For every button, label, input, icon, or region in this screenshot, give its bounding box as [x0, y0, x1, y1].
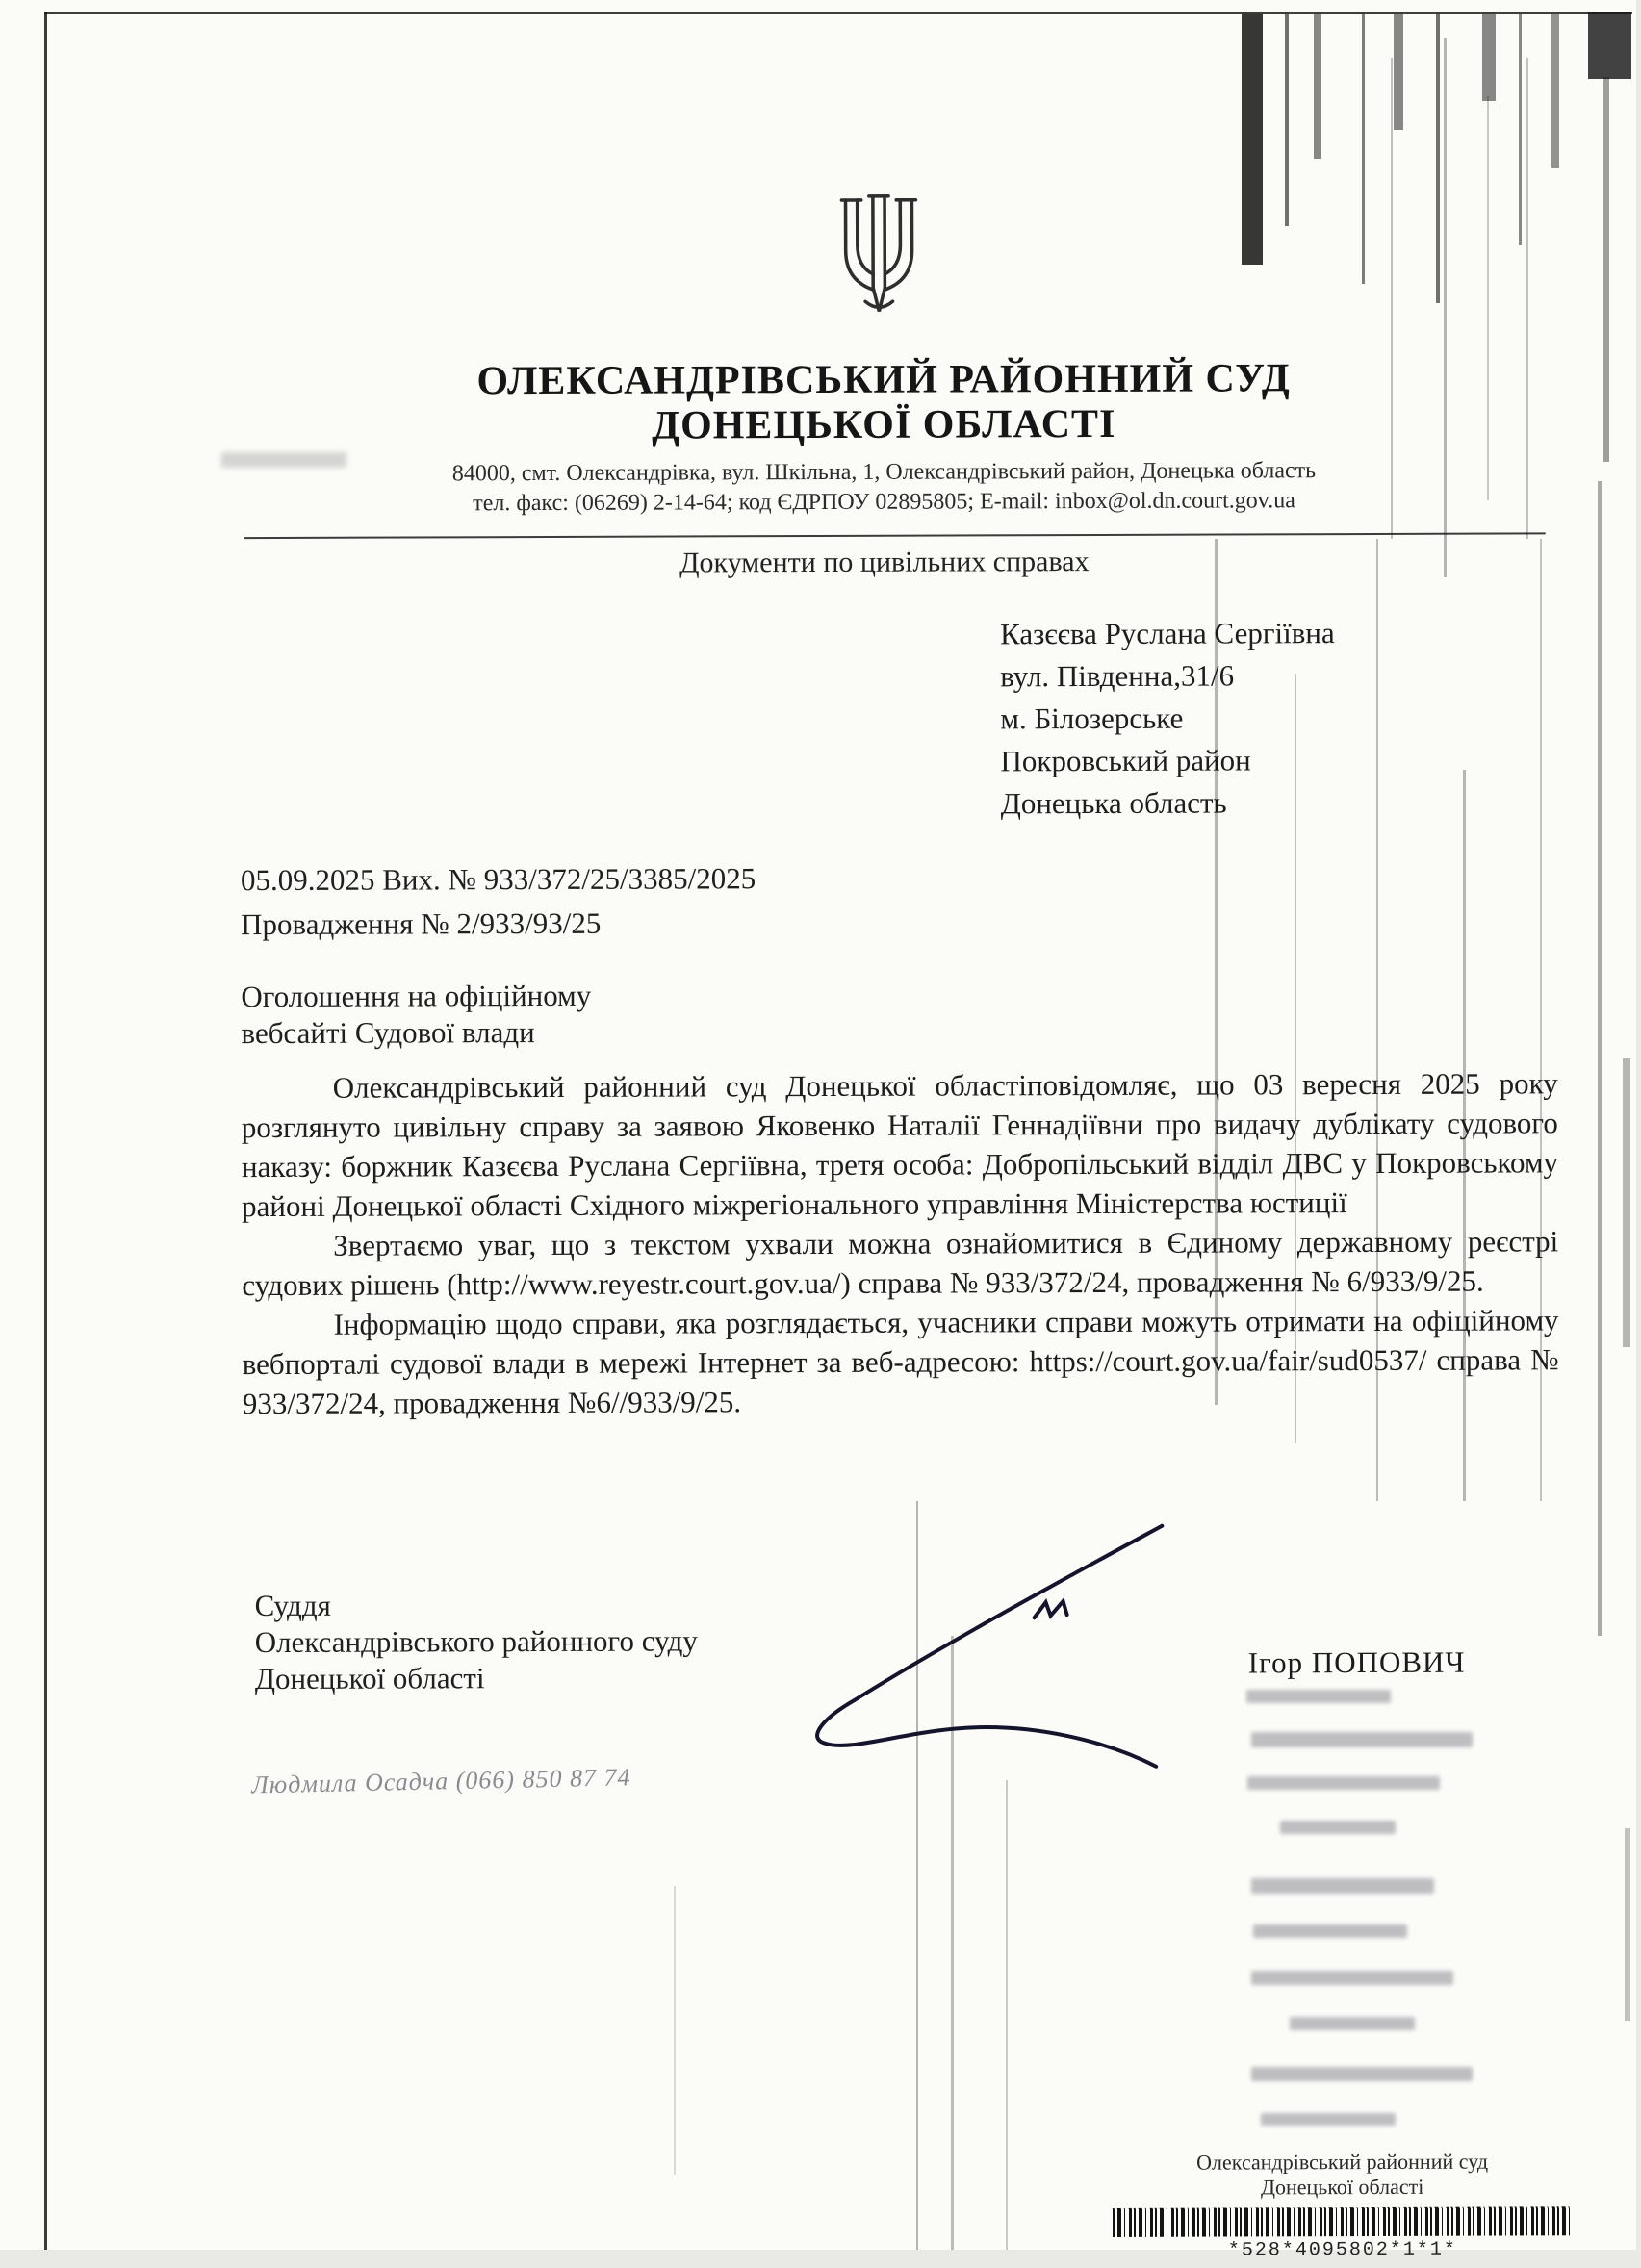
ghost-text-artifact — [1246, 1690, 1391, 1703]
ghost-text-artifact — [1290, 2017, 1415, 2030]
subject-line1: Оголошення на офіційному — [241, 978, 592, 1014]
scan-artifact — [1215, 539, 1218, 1405]
court-address-line2: тел. факс: (06269) 2-14-64; код ЄДРПОУ 02895805; E-mail: inbox@ol.dn.court.gov.ua — [473, 488, 1295, 517]
subject-block — [241, 978, 591, 1052]
court-name-line2: ДОНЕЦЬКОЇ ОБЛАСТІ — [652, 401, 1116, 448]
scan-artifact — [1598, 481, 1602, 1636]
scan-artifact — [221, 452, 346, 468]
scan-artifact — [1295, 674, 1296, 1443]
scan-artifact — [1487, 96, 1489, 500]
scan-artifact — [1551, 14, 1559, 168]
footer-court-line1: Олександрівський районний суд — [1196, 2149, 1489, 2175]
ghost-text-artifact — [1251, 1732, 1473, 1747]
scan-artifact — [951, 1636, 954, 2250]
reference-block — [241, 856, 756, 947]
barcode-number: *528*4095802*1*1* — [1227, 2238, 1457, 2262]
scan-artifact — [1526, 58, 1528, 539]
subject-line2: вебсайті Судової влади — [241, 1015, 535, 1051]
recipient-address-line: Покровський район — [1000, 743, 1251, 778]
letter-body — [242, 1063, 1559, 1423]
scan-artifact — [1391, 58, 1393, 539]
ghost-text-artifact — [1251, 1971, 1453, 1985]
court-address-line1: 84000, смт. Олександрівка, вул. Шкільна, 1, Олександрівський район, Донецька область — [451, 458, 1317, 487]
judge-title-line3: Донецької області — [254, 1661, 485, 1696]
proceeding-number: Провадження № 2/933/93/25 — [241, 905, 602, 942]
scan-artifact — [1625, 1828, 1630, 2021]
recipient-address-line: м. Білозерське — [1000, 701, 1184, 736]
scan-artifact — [1463, 770, 1466, 1501]
court-name-line1: ОЛЕКСАНДРІВСЬКИЙ РАЙОННИЙ СУД — [476, 356, 1291, 404]
footer-stamp-block — [1092, 2149, 1593, 2264]
judge-title-block — [254, 1586, 698, 1697]
scan-artifact — [916, 1501, 918, 2250]
scan-artifact — [1242, 14, 1263, 265]
scan-artifact — [1436, 14, 1440, 303]
scan-artifact — [1603, 77, 1609, 462]
ghost-text-artifact — [1280, 1821, 1396, 1834]
scan-artifact — [1314, 14, 1321, 159]
barcode — [1113, 2206, 1573, 2237]
signer-name: Ігор ПОПОВИЧ — [1247, 1644, 1466, 1680]
header-divider — [244, 532, 1546, 539]
scan-artifact — [1444, 38, 1447, 577]
scan-artifact — [1362, 14, 1365, 284]
judge-title-line1: Суддя — [254, 1588, 331, 1623]
ghost-text-artifact — [1251, 1878, 1434, 1894]
document-category: Документи по цивільних справах — [679, 546, 1090, 579]
body-paragraph-3: Інформацію щодо справи, яка розглядається, учасники справи можуть отримати на офіційному вебпорталі судової влади в мережі Інтернет за веб-адресою: https://court.gov.ua/fair/sud0537/ справа № 933/372/24, провадження №6//933/9/25. — [242, 1303, 1559, 1421]
ghost-text-artifact — [1251, 2067, 1473, 2081]
scan-artifact — [1519, 14, 1522, 245]
scan-artifact — [1588, 12, 1631, 79]
scan-artifact — [1482, 14, 1496, 101]
scan-artifact — [1376, 539, 1378, 1501]
body-paragraph-2: Звертаємо уваг, що з текстом ухвали можна ознайомитися в Єдиному державному реєстрі судових рішень (http://www.reyestr.court.gov.ua/) справа № 933/372/24, провадження № 6/933/9/25. — [242, 1224, 1559, 1303]
ghost-text-artifact — [1261, 2113, 1396, 2126]
ghost-text-artifact — [1247, 1776, 1440, 1790]
court-header — [306, 356, 1462, 520]
scan-artifact — [1006, 1780, 1008, 2250]
coat-of-arms-icon — [808, 192, 949, 340]
body-paragraph-1: Олександрівський районний суд Донецької областіповідомляє, що 03 вересня 2025 року розглянуто цивільну справу за заявою Яковенко Наталії Геннадіївни про видачу дублікату судового наказу: боржник Казєєва Руслана Сергіївна, третя особа: Добропільський відділ ДВС у Покровському районі Донецької області Східного міжрегіонального управління Міністерства юстиції — [241, 1066, 1559, 1224]
ghost-text-artifact — [1253, 1924, 1407, 1938]
footer-court-line2: Донецької області — [1260, 2174, 1424, 2200]
scan-artifact — [1394, 14, 1403, 130]
recipient-name: Казєєва Руслана Сергіївна — [999, 616, 1335, 651]
judge-title-line2: Олександрівського районного суду — [254, 1623, 698, 1660]
scan-artifact — [1285, 14, 1289, 226]
scan-artifact — [1540, 539, 1542, 1501]
recipient-address-line: вул. Південна,31/6 — [1000, 658, 1235, 694]
outgoing-reference: 05.09.2025 Вих. № 933/372/25/3385/2025 — [240, 861, 756, 898]
scan-artifact — [1623, 1058, 1630, 1347]
scan-artifact — [674, 1886, 676, 2175]
handwritten-note: Людмила Осадча (066) 850 87 74 — [250, 1763, 631, 1799]
recipient-address-line: Донецька область — [1000, 785, 1227, 821]
signature — [782, 1502, 1216, 1793]
recipient-block — [1000, 612, 1335, 825]
